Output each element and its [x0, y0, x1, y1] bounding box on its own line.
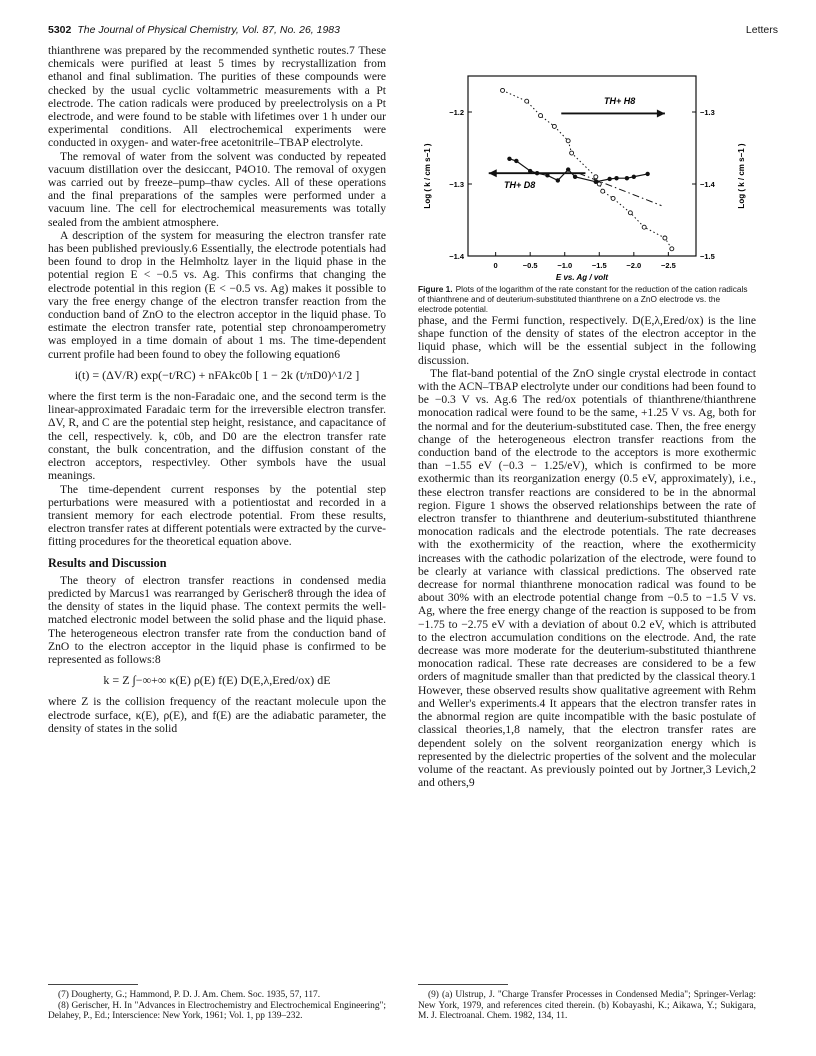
left-column	[48, 44, 386, 735]
footnote: (8) Gerischer, H. In "Advances in Electrochemistry and Electrochemical Engineering"; Delahey, P., Ed.; Interscience: New York, 1961; Vol. 1, pp 139–232.	[48, 1000, 386, 1022]
data-point-h8	[501, 88, 505, 92]
figure-caption	[418, 284, 756, 314]
paragraph: The flat-band potential of the ZnO single crystal electrode in contact with the ACN–TBAP electrolyte under our conditions had been found to be −0.3 V vs. Ag.6 The red/ox potentials of thianthrene/thianthrene monocation radical were found to be the same, +1.25 V vs. Ag, both for the normal and for the deuterium-substituted case. Then, the free energy change of the heterogeneous electron transfer reactions from the conduction band of the electrode to the acceptors is more exothermic than −1.55 eV (−0.3 − 1.25/eV), which is confirmed to be more exothermic than its reorganization energy (0.5 eV, approximately), i.e., these electron transfer reactions are considered to be in the abnormal region. Figure 1 shows the observed relationships between the rate of electron transfer to thianthrene and deuterium-substituted thianthrene monocation radicals and the electrode potentials. The rate decreases with the exothermicity of the reaction, where the exothermicity increases with the cathodic polarization of the electrode, were found to be clearly at variance with classical predictions. The observed rate decrease for normal thianthrene monocation radical was found to be about 30% with an electrode potential change from −0.5 to −1.5 V vs. Ag, where the free energy change of the reaction is supposed to be from −1.75 to −2.75 eV with a deviation of about 0.2 eV, which is attributed to the electron accumulation conditions on the electrode. And, the rate decrease was more moderate for the deuterium-substituted thianthrene monocation radical. These rate decreases are considered to be a few orders of magnitude smaller than that predicted by the classical theory.1 However, these observed results show qualitative agreement with Rehm and Weller's experiments.4 It appears that the electron transfer rates in the abnormal region are quite incompatible with the basic postulate of classical theories,1,8 namely, that the electron transfer rates are dependent solely on the solvent reorganization energy which is represented by the dielectric properties of the solvent and the molecular volume of the reactant. As previously pointed out by Jortner,3 Levich,2 and others,9	[418, 366, 756, 790]
data-point-h8	[525, 99, 529, 103]
data-point-h8	[663, 236, 667, 240]
data-point-d8	[556, 178, 560, 182]
data-point-h8	[611, 196, 615, 200]
plot-frame	[468, 76, 696, 256]
data-point-h8	[566, 139, 570, 143]
paragraph: thianthrene was prepared by the recommended synthetic routes.7 These chemicals were purified at least 5 times by recrystallization from ethanol and final sublimation. The purities of these compounds were checked by the usual cyclic voltammetric measurements with a Pt electrode. The cation radicals were produced by preelectrolysis on a Pt electrode, and were found to be stable with lifetimes over 1 h under our experimental conditions. All electrochemical experiments were conducted in oxygen- and water-free acetonitrile–TBAP electrolyte.	[48, 44, 386, 150]
data-point-h8	[642, 225, 646, 229]
y-left-tick-label: −1.3	[449, 180, 464, 189]
rate-constant-chart	[418, 44, 758, 284]
data-point-d8	[632, 175, 636, 179]
data-point-d8	[507, 157, 511, 161]
y-left-tick-label: −1.2	[449, 108, 464, 117]
journal-title: The Journal of Physical Chemistry, Vol. 87, No. 26, 1983	[77, 24, 340, 36]
caption-text: Plots of the logarithm of the rate constant for the reduction of the cation radicals of thianthrene and of deuterium-substituted thianthrene on a ZnO electrode vs. the electrode potential.	[418, 284, 748, 314]
y-left-axis-label: Log ( k / cm s−1 )	[423, 143, 432, 209]
paragraph: where Z is the collision frequency of the reactant molecule upon the electrode surface, κ(E), ρ(E), and f(E) are the adiabatic parameter, the density of states in the solid	[48, 695, 386, 735]
x-tick-label: −2.5	[660, 261, 676, 270]
right-column	[418, 44, 756, 789]
paragraph: A description of the system for measuring the electron transfer rate has been published previously.6 Essentially, the electrode potentials had been found to drop in the Helmholtz layer in the liquid phase in the potential region E < −0.5 vs. Ag. This confirms that changing the electrode potential in this region (E < −0.5 vs. Ag) makes it possible to vary the free energy change of the electron transfer reaction from the conduction band of ZnO to the electron acceptor in the liquid phase. To estimate the electron transfer rate, potential step chronoamperometry was employed in a time domain of about 1 ms. The time-dependent current profile had been found to obey the following equation6	[48, 228, 386, 361]
data-point-d8	[614, 176, 618, 180]
page-header	[48, 24, 778, 40]
paragraph: The removal of water from the solvent was conducted by repeated vacuum distillation over the desiccant, P4O10. The removal of oxygen was carried out by freeze–pump–thaw cycles. All of these operations and the final preparations of the samples were performed under a vacuum line. The cell for electrochemical measurements was totally sealed from the ambient atmosphere.	[48, 149, 386, 229]
y-right-tick-label: −1.4	[700, 180, 715, 189]
x-axis-label: E vs. Ag / volt	[555, 273, 609, 282]
header-left	[48, 24, 340, 36]
data-point-d8	[607, 177, 611, 181]
caption-label: Figure 1.	[418, 284, 453, 294]
data-point-h8	[539, 114, 543, 118]
y-right-tick-label: −1.3	[700, 108, 715, 117]
x-tick-label: −1.0	[557, 261, 573, 270]
y-right-axis-label: Log ( k / cm s−1 )	[737, 143, 746, 209]
figure-1	[418, 44, 758, 284]
series-label-h8: TH+ H8	[604, 96, 636, 106]
footnote: (7) Dougherty, G.; Hammond, P. D. J. Am. Chem. Soc. 1935, 57, 117.	[58, 990, 321, 1000]
equation-rate: k = Z ∫−∞+∞ κ(E) ρ(E) f(E) D(E,λ,Ered/ox) dE	[103, 673, 331, 688]
paragraph: where the first term is the non-Faradaic one, and the second term is the linear-approximated Faradaic term for the irreversible electron transfer. ΔV, R, and C are the potential step height, resistance, and capacitance of the cell, respectively. k, c0b, and D0 are the electron transfer rate constant, the bulk concentration, and the diffusion constant of the electron acceptors, respectivley. Other symbols have the usual meanings.	[48, 390, 386, 483]
footnote-rule	[418, 984, 508, 985]
paragraph: The theory of electron transfer reactions in condensed media predicted by Marcus1 was rearranged by Gerischer8 through the idea of the density of states in the liquid phase. The context permits the well-matched electronic model between the solid phase and the liquid phase. The heterogeneous electron transfer rate from the conduction band of ZnO to the electron acceptor in the liquid phase is confirmed to be represented as follows:8	[48, 573, 386, 666]
data-point-h8	[601, 189, 605, 193]
data-point-h8	[594, 175, 598, 179]
data-point-h8	[597, 182, 601, 186]
section-name: Letters	[745, 24, 778, 36]
section-heading: Results and Discussion	[48, 555, 167, 570]
data-point-d8	[645, 172, 649, 176]
data-point-d8	[573, 175, 577, 179]
paragraph: The time-dependent current responses by the potential step perturbations were measured with a potientiostat and recorded in a transient memory for each electrode potential. From these results, electron transfer rates at different potentials were extracted by the curve-fitting procedures for the theoretical equation above.	[48, 482, 386, 549]
x-tick-label: −1.5	[591, 261, 607, 270]
data-point-d8	[566, 167, 570, 171]
data-point-h8	[570, 151, 574, 155]
equation-current: i(t) = (ΔV/R) exp(−t/RC) + nFAkc0b [ 1 − 2k (t/πD0)^1/2 ]	[74, 367, 360, 382]
footnotes-right	[418, 990, 756, 1022]
x-tick-label: −0.5	[522, 261, 538, 270]
paragraph: phase, and the Fermi function, respectively. D(E,λ,Ered/ox) is the line shape function of the density of states of the electron acceptor in the liquid phase, which will be the essential subject in the following discussion.	[418, 314, 756, 367]
page-number: 5302	[48, 24, 72, 36]
arrow-d8-head	[489, 169, 497, 177]
y-right-tick-label: −1.5	[700, 252, 715, 261]
data-point-d8	[625, 176, 629, 180]
data-point-h8	[670, 247, 674, 251]
footnote-rule	[48, 984, 138, 985]
x-tick-label: 0	[493, 261, 498, 270]
data-point-h8	[552, 124, 556, 128]
y-left-tick-label: −1.4	[449, 252, 464, 261]
arrow-h8-head	[657, 109, 665, 117]
footnotes-left	[48, 990, 386, 1022]
data-point-d8	[514, 159, 518, 163]
data-point-h8	[628, 211, 632, 215]
footnote: (9) (a) Ulstrup, J. "Charge Transfer Processes in Condensed Media"; Springer-Verlag: New York, 1979, and references cited therein. (b) Kobayashi, K.; Aikawa, Y.; Sukigara, M. J. Electroanal. Chem. 1982, 134, 11.	[418, 990, 756, 1022]
series-label-d8: TH+ D8	[504, 180, 536, 190]
x-tick-label: −2.0	[626, 261, 642, 270]
